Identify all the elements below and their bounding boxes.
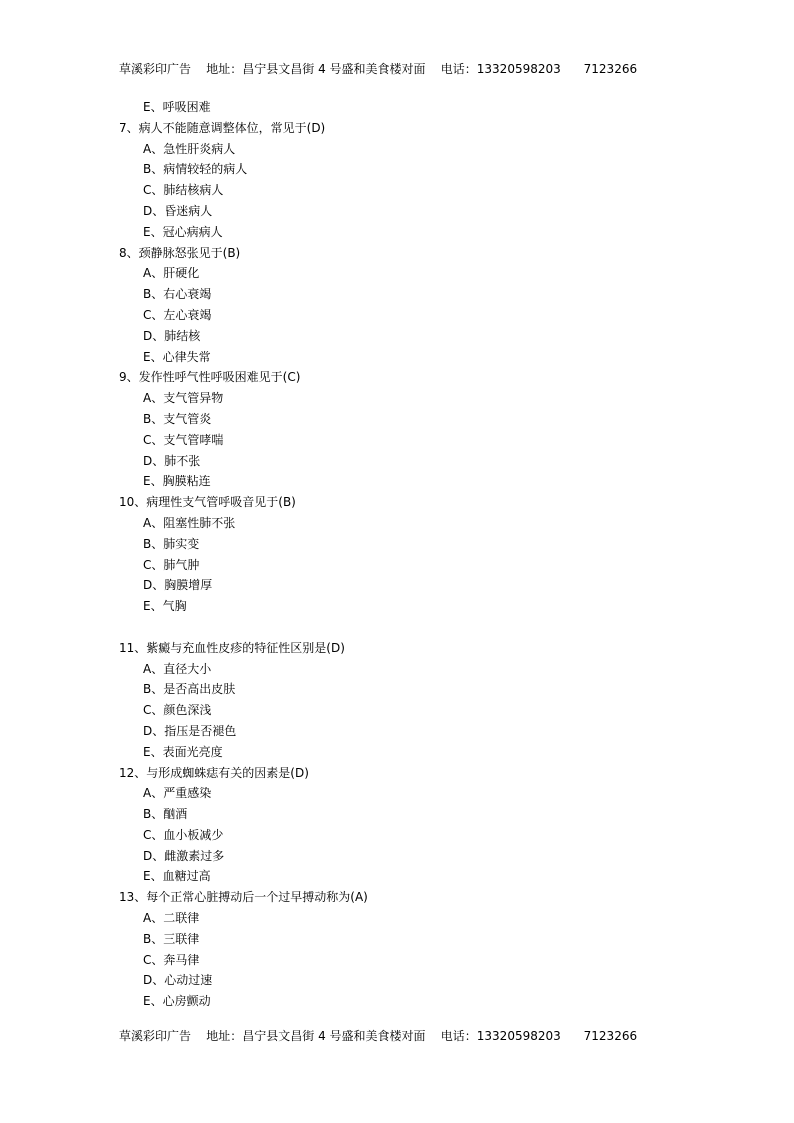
option-line: D、昏迷病人	[143, 203, 213, 218]
option-line: A、肝硬化	[143, 266, 200, 281]
option-line: E、表面光亮度	[143, 744, 223, 759]
option-line: A、急性肝炎病人	[143, 141, 236, 156]
question-line: 11、紫癜与充血性皮疹的特征性区别是(D)	[119, 640, 345, 655]
option-line: D、雌激素过多	[143, 848, 225, 863]
option-line: C、奔马律	[143, 952, 200, 967]
option-line: D、心动过速	[143, 973, 213, 988]
question-line: 7、病人不能随意调整体位，常见于(D)	[119, 120, 326, 135]
option-line: E、血糖过高	[143, 869, 211, 884]
page-header: 草溪彩印广告 地址：昌宁县文昌街 4 号盛和美食楼对面 电话：13320598203 7123266	[119, 62, 638, 76]
option-line: D、指压是否褪色	[143, 723, 237, 738]
question-line: 13、每个正常心脏搏动后一个过早搏动称为(A)	[119, 890, 368, 905]
option-line: D、胸膜增厚	[143, 578, 213, 593]
blank-line	[119, 617, 719, 638]
option-line: C、支气管哮喘	[143, 432, 224, 447]
option-line: B、病情较轻的病人	[143, 162, 248, 177]
option-line: A、直径大小	[143, 661, 212, 676]
option-line: B、酗酒	[143, 807, 188, 822]
option-line: C、左心衰竭	[143, 307, 212, 322]
option-line: C、血小板减少	[143, 827, 224, 842]
option-line: A、阻塞性肺不张	[143, 515, 236, 530]
option-line: A、支气管异物	[143, 391, 224, 406]
option-line: C、肺气肿	[143, 557, 200, 572]
page-footer: 草溪彩印广告 地址：昌宁县文昌街 4 号盛和美食楼对面 电话：13320598203 7123266	[119, 1029, 638, 1043]
option-line: D、肺不张	[143, 453, 201, 468]
option-line: C、颜色深浅	[143, 703, 212, 718]
option-line: B、右心衰竭	[143, 287, 212, 302]
option-line: E、心律失常	[143, 349, 211, 364]
option-line: E、心房颤动	[143, 994, 211, 1009]
option-line: E、胸膜粘连	[143, 474, 211, 489]
option-line: E、冠心病病人	[143, 224, 223, 239]
option-line: E、气胸	[143, 599, 187, 614]
question-line: 10、病理性支气管呼吸音见于(B)	[119, 495, 296, 510]
option-line: A、严重感染	[143, 786, 212, 801]
option-line: C、肺结核病人	[143, 183, 224, 198]
option-line: D、肺结核	[143, 328, 201, 343]
question-list	[119, 97, 719, 1012]
question-line: 9、发作性呼气性呼吸困难见于(C)	[119, 370, 301, 385]
option-line: B、肺实变	[143, 536, 200, 551]
question-line: 8、颈静脉怒张见于(B)	[119, 245, 241, 260]
option-line: B、是否高出皮肤	[143, 682, 236, 697]
option-line: A、二联律	[143, 911, 200, 926]
option-line: B、支气管炎	[143, 411, 212, 426]
option-line: E、呼吸困难	[143, 100, 211, 114]
option-line: B、三联律	[143, 931, 200, 946]
question-line: 12、与形成蜘蛛痣有关的因素是(D)	[119, 765, 309, 780]
